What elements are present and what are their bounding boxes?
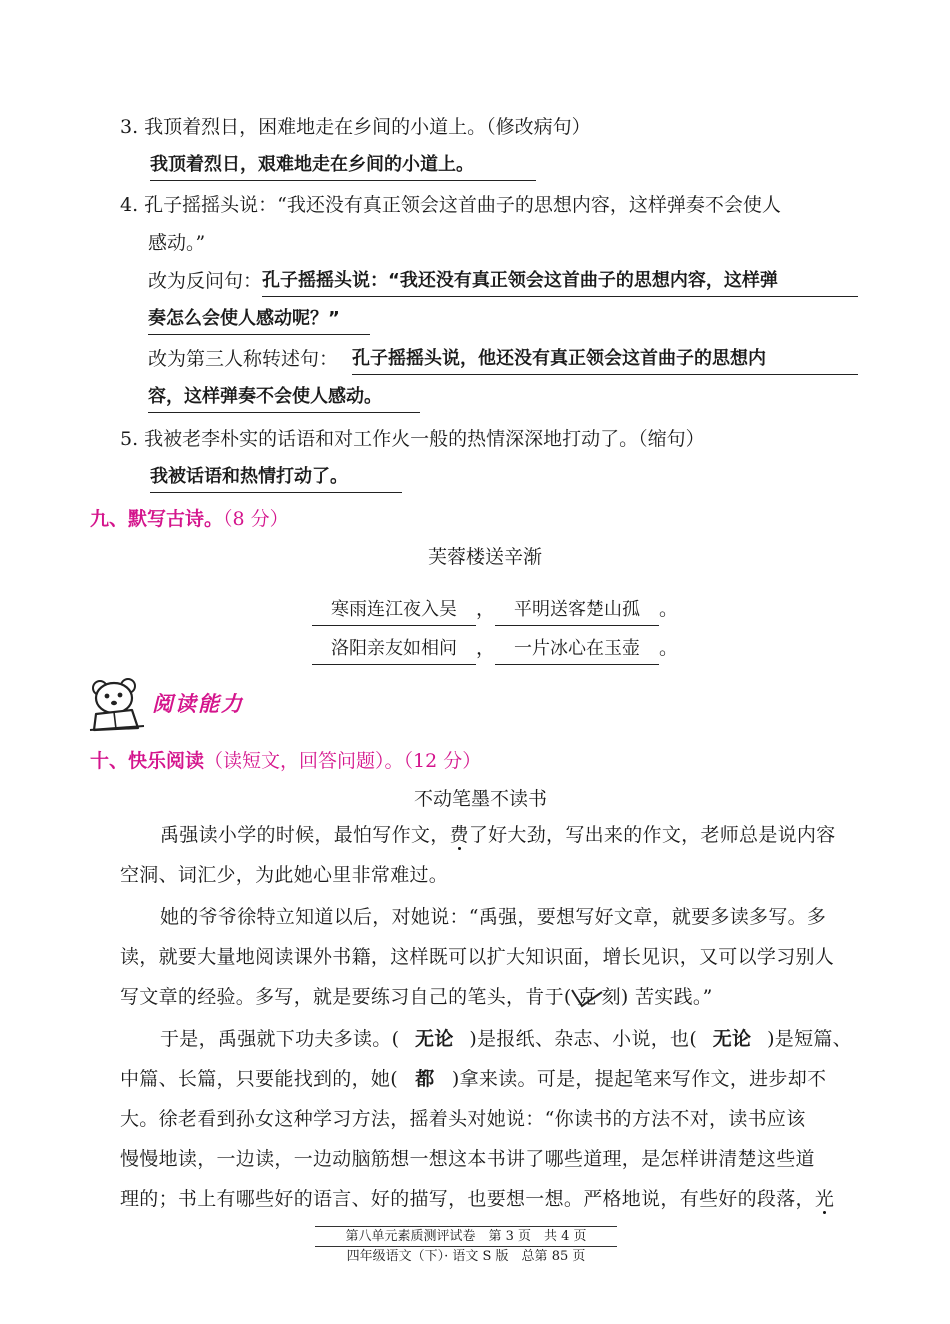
story-title: 不动笔墨不读书 <box>414 788 548 810</box>
answer-5: 我被话语和热情打动了。 <box>150 462 402 493</box>
rhetorical-answer-line2: 奏怎么会使人感动呢？” <box>148 304 370 335</box>
section-9-heading <box>90 504 289 534</box>
section-9-points: （8 分） <box>223 508 289 530</box>
poem-blank-4: 一片冰心在玉壶 <box>495 634 659 665</box>
p3-line4: 慢慢地读，一边读，一边动脑筋想一想这本书讲了哪些道理，是怎样讲清楚这些道 <box>120 1148 815 1170</box>
fill-blank-2: 无论 <box>712 1028 752 1050</box>
poem-blank-2: 平明送客楚山孤 <box>495 595 659 626</box>
section-10-points: 。（12 分） <box>384 750 482 772</box>
poem-blank-3: 洛阳亲友如相问 <box>312 634 476 665</box>
p3-line1 <box>160 1020 852 1058</box>
question-4-line1: 4. 孔子摇摇头说：“我还没有真正领会这首曲子的思想内容，这样弹奏不会使人 <box>120 194 781 216</box>
footer-line2: 四年级语文（下）· 语文 S 版 总第 85 页 <box>346 1249 586 1264</box>
p1-line2: 空洞、词汇少，为此她心里非常难过。 <box>120 864 449 886</box>
indirect-answer-line2: 容，这样弹奏不会使人感动。 <box>148 382 420 413</box>
p3-text-e: )拿来读。可是，提起笔来写作文，进步却不 <box>451 1068 827 1090</box>
choice-strike-mark <box>572 978 602 1016</box>
p1-text-b: 了好大劲，写出来的作文，老师总是说内容 <box>468 824 836 846</box>
section-10-subtitle: （读短文，回答问题） <box>204 750 385 772</box>
p2-line1: 她的爷爷徐特立知道以后，对她说：“禹强，要想写好文章，就要多读多写。多 <box>160 906 827 928</box>
poem-period-1: 。 <box>659 598 679 620</box>
indirect-label: 改为第三人称转述句： <box>148 348 339 370</box>
footer-line1: 第八单元素质测评试卷 第 3 页 共 4 页 <box>345 1229 587 1244</box>
dotted-char: 费 <box>449 824 469 846</box>
p2-line3 <box>120 978 713 1016</box>
p3-text-c: )是短篇、 <box>767 1028 852 1050</box>
reading-ability-label: 阅读能力 <box>152 692 244 716</box>
poem-line-1 <box>312 594 678 626</box>
poem-line-2 <box>312 633 678 665</box>
p1-text-a: 禹强读小学的时候，最怕写作文， <box>160 824 450 846</box>
p3-line5 <box>120 1180 834 1218</box>
struck-choice: 克 <box>576 986 597 1008</box>
p2-line2: 读，就要大量地阅读课外书籍，这样既可以扩大知识面，增长见识，又可以学习别人 <box>120 946 835 968</box>
indirect-answer-line1: 孔子摇摇头说，他还没有真正领会这首曲子的思想内 <box>352 344 858 375</box>
p3-text-d: 中篇、长篇，只要能找到的，她( <box>120 1068 398 1090</box>
section-10-title: 十、快乐阅读 <box>90 750 205 772</box>
footer-rule-top <box>315 1226 617 1227</box>
question-3: 3. 我顶着烈日，困难地走在乡间的小道上。（修改病句） <box>120 116 591 138</box>
question-5: 5. 我被老李朴实的话语和对工作火一般的热情深深地打动了。（缩句） <box>120 428 705 450</box>
footer-rule-mid <box>315 1246 617 1247</box>
p3-text-b: )是报纸、杂志、小说，也( <box>469 1028 698 1050</box>
poem-period-2: 。 <box>659 637 679 659</box>
p2-text-b: 刻) 苦实践。” <box>601 986 713 1008</box>
dotted-char-2: 光 <box>814 1188 835 1210</box>
answer-3: 我顶着烈日，艰难地走在乡间的小道上。 <box>150 150 536 181</box>
fill-blank-1: 无论 <box>415 1028 454 1050</box>
poem-blank-1: 寒雨连江夜入吴 <box>312 595 476 626</box>
fill-blank-3: 都 <box>415 1068 435 1090</box>
poem-comma-1: ， <box>476 598 496 620</box>
p3-line3: 大。徐老看到孙女这种学习方法，摇着头对她说：“你读书的方法不对，读书应该 <box>120 1108 806 1130</box>
rhetorical-answer-line1: 孔子摇摇头说：“我还没有真正领会这首曲子的思想内容，这样弹 <box>262 266 858 297</box>
poem-comma-2: ， <box>476 637 496 659</box>
p3-text-a: 于是，禹强就下功夫多读。( <box>160 1028 400 1050</box>
p2-text-a: 写文章的经验。多写，就是要练习自己的笔头，肯于( <box>120 986 572 1008</box>
p1-line1 <box>160 816 836 854</box>
section-10-heading <box>90 746 481 776</box>
question-4-line2: 感动。” <box>148 232 206 254</box>
rhetorical-label: 改为反问句： <box>148 270 263 292</box>
section-9-title: 九、默写古诗。 <box>90 508 224 530</box>
p3-line2 <box>120 1060 826 1098</box>
poem-title: 芙蓉楼送辛渐 <box>428 546 543 568</box>
bear-reading-icon <box>86 676 148 732</box>
p3-text-f: 理的；书上有哪些好的语言、好的描写，也要想一想。严格地说，有些好的段落， <box>120 1188 815 1210</box>
